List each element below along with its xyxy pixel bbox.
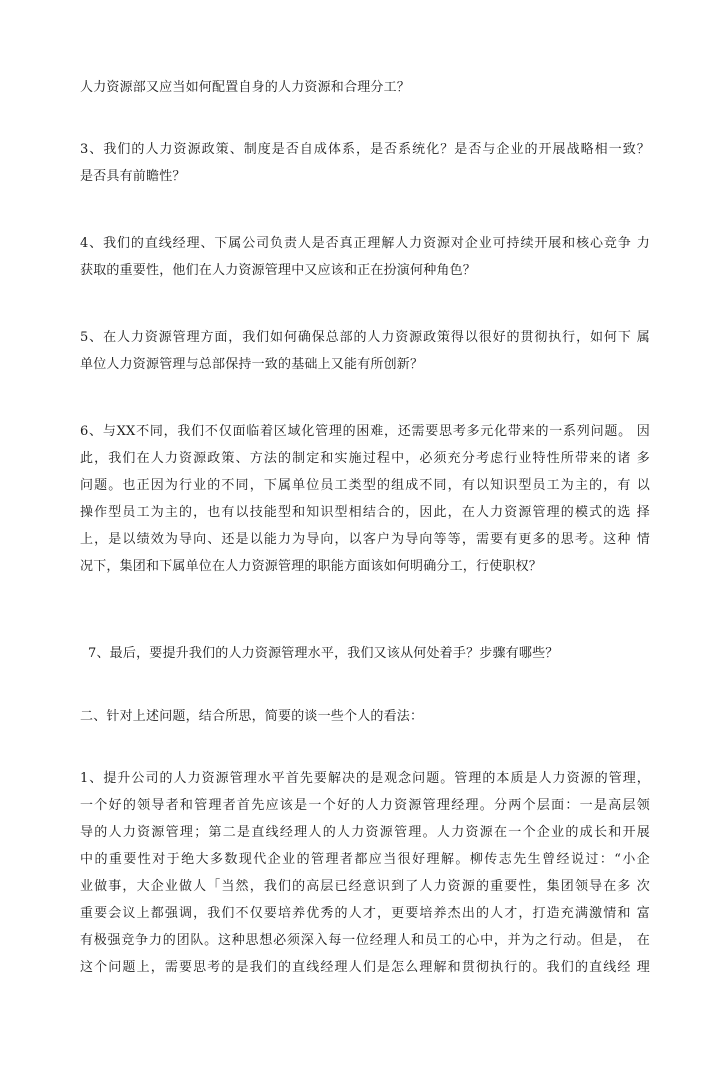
text-line: 问题。也正因为行业的不同，下属单位员工类型的组成不同，有以知识型员工为主的，有 以 — [80, 478, 650, 493]
text-line: 操作型员工为主的，也有以技能型和知识型相结合的，因此，在人力资源管理的模式的选 择 — [80, 505, 650, 520]
paragraph-point-1 — [80, 765, 650, 981]
text-line: 6、与XX不同，我们不仅面临着区域化管理的困难，还需要思考多元化带来的一系列问题。 因 — [80, 424, 650, 439]
paragraph-item-5 — [80, 324, 650, 378]
text-line: 1、提升公司的人力资源管理水平首先要解决的是观念问题。管理的本质是人力资源的管理， — [80, 771, 650, 786]
text-line: 导的人力资源管理；第二是直线经理人的人力资源管理。人力资源在一个企业的成长和开展 — [80, 825, 650, 840]
text-line: 单位人力资源管理与总部保持一致的基础上又能有所创新？ — [80, 357, 424, 372]
text-line: 业做事，大企业做人「当然，我们的高层已经意识到了人力资源的重要性，集团领导在多 次 — [80, 879, 650, 894]
paragraph-item-4 — [80, 230, 650, 284]
text-line: 是否具有前瞻性？ — [80, 169, 186, 184]
text-line: 一个好的领导者和管理者首先应该是一个好的人力资源管理经理。分两个层面：一是高层领 — [80, 798, 650, 813]
text-line: 3、我们的人力资源政策、制度是否自成体系，是否系统化？是否与企业的开展战略相一致？ — [80, 142, 650, 157]
text-line: 人力资源部又应当如何配置自身的人力资源和合理分工？ — [80, 80, 411, 95]
paragraph-item-3 — [80, 136, 650, 190]
text-line: 这个问题上，需要思考的是我们的直线经理人们是怎么理解和贯彻执行的。我们的直线经 理 — [80, 960, 650, 975]
text-line: 4、我们的直线经理、下属公司负责人是否真正理解人力资源对企业可持续开展和核心竞争 力 — [80, 236, 650, 251]
text-line: 上，是以绩效为导向、还是以能力为导向，以客户为导向等等，需要有更多的思考。这种 情 — [80, 532, 650, 547]
section-heading-personal-views — [80, 703, 650, 730]
text-line: 5、在人力资源管理方面，我们如何确保总部的人力资源政策得以很好的贯彻执行，如何下 属 — [80, 330, 650, 345]
paragraph-item-7 — [80, 640, 658, 667]
text-line: 二、针对上述问题，结合所思，简要的谈一些个人的看法： — [80, 709, 424, 724]
text-line: 7、最后，要提升我们的人力资源管理水平，我们又该从何处着手？步骤有哪些？ — [88, 646, 559, 661]
text-line: 此，我们在人力资源政策、方法的制定和实施过程中，必须充分考虑行业特性所带来的诸 多 — [80, 451, 650, 466]
text-line: 况下，集团和下属单位在人力资源管理的职能方面该如何明确分工，行使职权？ — [80, 559, 543, 574]
paragraph-hr-department-allocation — [80, 74, 650, 101]
text-line: 获取的重要性，他们在人力资源管理中又应该和正在扮演何种角色？ — [80, 263, 477, 278]
text-line: 重要会议上都强调，我们不仅要培养优秀的人才，更要培养杰出的人才，打造充满激情和 富 — [80, 906, 650, 921]
text-line: 有极强竞争力的团队。这种思想必须深入每一位经理人和员工的心中，并为之行动。但是， 在 — [80, 933, 650, 948]
text-line: 中的重要性对于绝大多数现代企业的管理者都应当很好理解。柳传志先生曾经说过：“小企 — [80, 852, 650, 867]
paragraph-item-6 — [80, 418, 650, 580]
